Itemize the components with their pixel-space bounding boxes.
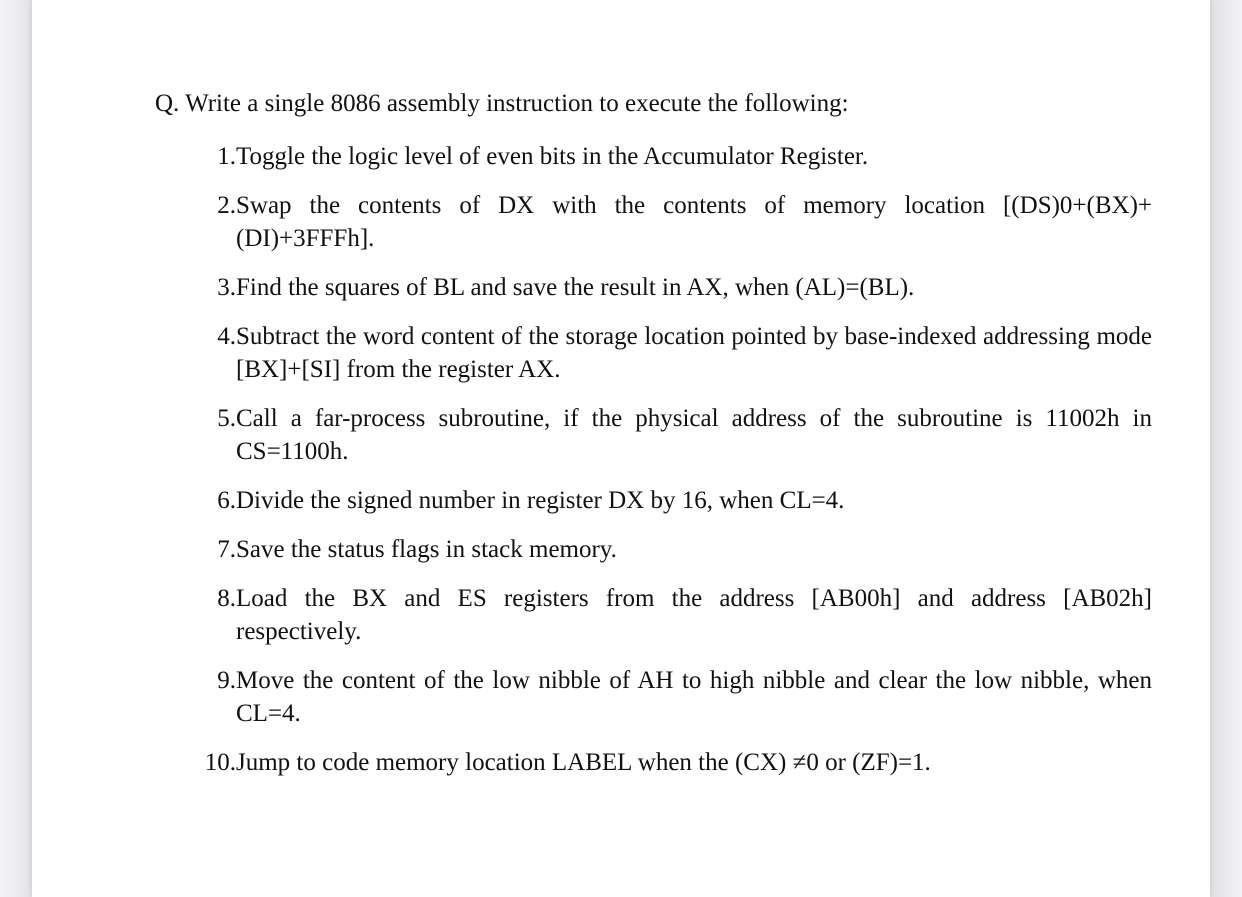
left-page-edge	[0, 0, 32, 897]
list-item-number: 1.	[217, 143, 236, 170]
list-item	[192, 320, 1152, 386]
list-item-text: Move the content of the low nibble of AH to high nibble and clear the low nibble, when CL=4.	[236, 667, 1152, 727]
list-item	[192, 402, 1152, 468]
list-item-text: Jump to code memory location LABEL when the (CX) ≠0 or (ZF)=1.	[236, 749, 931, 776]
list-item-text: Load the BX and ES registers from the address [AB00h] and address [AB02h] respectively.	[236, 585, 1152, 645]
list-item	[192, 189, 1152, 255]
list-item-number: 8.	[217, 585, 236, 612]
list-item	[192, 582, 1152, 648]
list-item-number: 2.	[217, 192, 236, 219]
list-item-number: 4.	[217, 323, 236, 350]
list-item	[192, 484, 1152, 517]
list-item-number: 7.	[217, 536, 236, 563]
list-item	[192, 533, 1152, 566]
list-item-text: Find the squares of BL and save the result in AX, when (AL)=(BL).	[236, 274, 915, 301]
right-page-edge	[1210, 0, 1242, 897]
list-item-text: Subtract the word content of the storage location pointed by base-indexed addressing mode [BX]+[SI] from the register AX.	[236, 323, 1152, 383]
list-item-text: Swap the contents of DX with the contents of memory location [(DS)0+(BX)+(DI)+3FFFh].	[236, 192, 1152, 252]
instruction-list	[192, 140, 1152, 795]
list-item-text: Call a far-process subroutine, if the physical address of the subroutine is 11002h in CS=1100h.	[236, 405, 1152, 465]
list-item	[192, 664, 1152, 730]
document-page	[32, 0, 1210, 897]
question-heading: Q. Write a single 8086 assembly instruction to execute the following:	[155, 90, 849, 117]
list-item-number: 3.	[217, 274, 236, 301]
list-item-text: Divide the signed number in register DX by 16, when CL=4.	[236, 487, 845, 514]
list-item	[192, 746, 1152, 779]
list-item	[192, 140, 1152, 173]
list-item-text: Save the status flags in stack memory.	[236, 536, 617, 563]
list-item-number: 6.	[217, 487, 236, 514]
list-item-number: 5.	[217, 405, 236, 432]
list-item-number: 9.	[217, 667, 236, 694]
list-item-number: 10.	[204, 749, 236, 776]
list-item-text: Toggle the logic level of even bits in the Accumulator Register.	[236, 143, 869, 170]
list-item	[192, 271, 1152, 304]
